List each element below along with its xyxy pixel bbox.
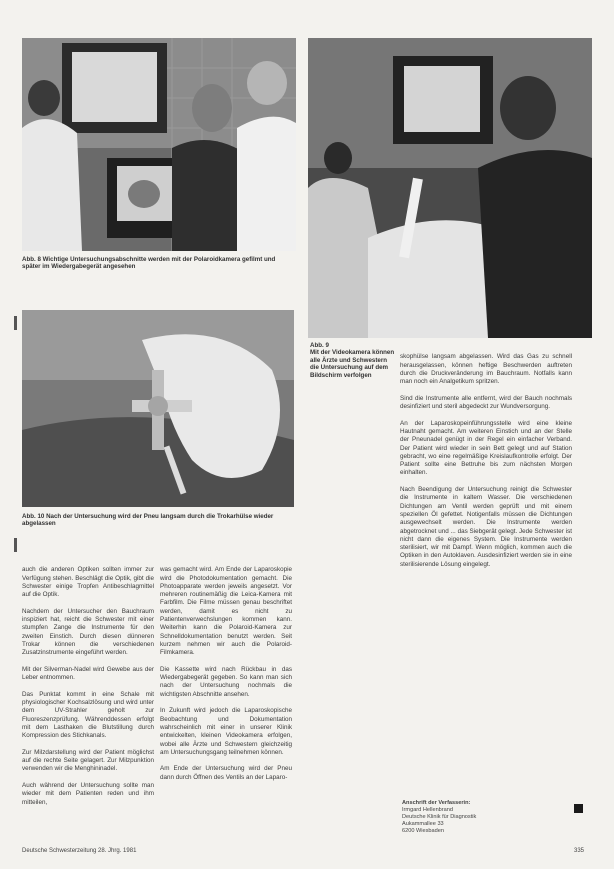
- paragraph: Zur Milzdarstellung wird der Patient möglichst auf die rechte Seite gelagert. Zur Milzpunktion verwenden wir die Menghininadel.: [22, 748, 154, 773]
- caption-abb10: Abb. 10 Nach der Untersuchung wird der Pneu langsam durch die Trokarhülse wieder abgelassen: [22, 513, 274, 528]
- address-heading: Anschrift der Verfasserin:: [402, 800, 471, 806]
- paragraph: Die Kassette wird nach Rückbau in das Wiedergabegerät gegeben. So kann man sich nach der Untersuchung nochmals die wichtigsten Abschnitte ansehen.: [160, 665, 292, 698]
- paragraph: was gemacht wird. Am Ende der Laparoskopie wird die Photodokumentation gemacht. Die Photoapparate werden jeweils angesetzt. Vor mehreren routinemäßig die Leica-Kamera mit Farbfilm. Die Filme müssen genau beschriftet werden, damit es nicht zu Patientenverwechslungen kommen kann. Weiterhin kann die Polaroid-Kamera zur Schnelldokumentation benutzt werden. Seit kurzem nehmen wir auch die Polaroid-Filmkamera.: [160, 566, 292, 657]
- paragraph: Mit der Silverman-Nadel wird Gewebe aus der Leber entnommen.: [22, 665, 154, 682]
- paragraph: An der Laparoskopeinführungsstelle wird eine kleine Hautnaht gemacht. Am weiteren Einstich und an der Stelle der Pneunadel genügt in der Regel ein einfacher Verband. Der Patient wird wieder in sein Bett gelegt und auf Station gebracht, wo eine regelmäßige Kreislaufkontrolle erfolgt. Der Patient sollte eine Bettruhe bis zum nächsten Morgen einhalten.: [400, 419, 572, 477]
- paragraph: Nach Beendigung der Untersuchung reinigt die Schwester die Instrumente in kaltem Wasser. Die verschiedenen Dichtungen am Ventil werden geprüft und mit einem speziellen Öl gefettet. Notigenfalls müssen die Dichtungen ausgewechselt werden. Die Instrumente werden abgetrocknet und ... das Siebgerät gelegt. Jede Schwester ist nicht dann die eigenes System. Die Instrumente werden sterilisiert, wir mit Dampf. Wenn möglich, kommen auch die Optiken in den Autoklaven. Ausdesinfiziert werden sie in eine sterilisierende Lösung eingelegt.: [400, 486, 572, 568]
- paragraph: Auch während der Untersuchung sollte man wieder mit dem Patienten reden und ihm mitteilen,: [22, 782, 154, 806]
- address-line: Aukammallee 33: [402, 821, 444, 827]
- paragraph: Nachdem der Untersucher den Bauchraum inspiziert hat, reicht die Schwester mit einer stumpfen Zange die Instrumente für den zweiten Einstich. Durch diesen dünneren Trokar können die verschiedenen Zusatzinstrumente eingeführt werden.: [22, 607, 154, 657]
- page-number: 335: [574, 848, 585, 854]
- text-column-2: [160, 558, 292, 790]
- footer-left: Deutsche Schwesterzeitung 28. Jhrg. 1981: [22, 848, 137, 854]
- paragraph: In Zukunft wird jedoch die Laparoskopische Beobachtung und Dokumentation wahrscheinlich mit einer in unserer Klinik entwickelten, kleinen Videokamera erfolgen, wobei alle Ärzte und Schwestern gleichzeitig am Untersuchungsgang teilnehmen können.: [160, 707, 292, 756]
- caption-abb9: Abb. 9 Mit der Videokamera können alle Ärzte und Schwestern die Untersuchung auf dem Bildschirm verfolgen: [310, 342, 395, 379]
- paragraph: skophülse langsam abgelassen. Wird das Gas zu schnell herausgelassen, können heftige Beschwerden auftreten durch die Druckveränderung im Bauchraum. Notfalls kann man noch ein Analgetikum spritzen.: [400, 353, 572, 386]
- author-address: [402, 800, 552, 835]
- photo-abb8: [22, 38, 296, 251]
- address-line: Irmgard Hellenbrand: [402, 807, 453, 813]
- caption-abb8: Abb. 8 Wichtige Untersuchungsabschnitte werden mit der Polaroidkamera gefilmt und später im Wiedergabegerät angesehen: [22, 256, 276, 271]
- paragraph: auch die anderen Optiken sollten immer zur Verfügung stehen. Beschlägt die Optik, gibt die Schwester einige Tropfen Antibeschlagmittel auf die Optik.: [22, 566, 154, 599]
- scan-artifact: [14, 538, 17, 552]
- address-line: 6200 Wiesbaden: [402, 828, 444, 834]
- scan-artifact: [14, 316, 17, 330]
- end-mark-square: [574, 804, 583, 813]
- photo-abb9: [308, 38, 592, 338]
- paragraph: Am Ende der Untersuchung wird der Pneu dann durch Öffnen des Ventils an der Laparo-: [160, 765, 292, 781]
- text-column-1: [22, 558, 154, 815]
- text-column-3: [400, 345, 572, 577]
- address-line: Deutsche Klinik für Diagnostik: [402, 814, 477, 820]
- photo-abb10: [22, 310, 294, 507]
- paragraph: Das Punktat kommt in eine Schale mit physiologischer Kochsalzlösung und wird unter dem UV-Strahler geholt zur Fluoreszenzprüfung. Währenddessen erfolgt mit dem Lasthaken die Blutstillung durch Kompression des Stichkanals.: [22, 690, 154, 740]
- paragraph: Sind die Instrumente alle entfernt, wird der Bauch nochmals desinfiziert und steril abgedeckt zur Wundversorgung.: [400, 394, 572, 411]
